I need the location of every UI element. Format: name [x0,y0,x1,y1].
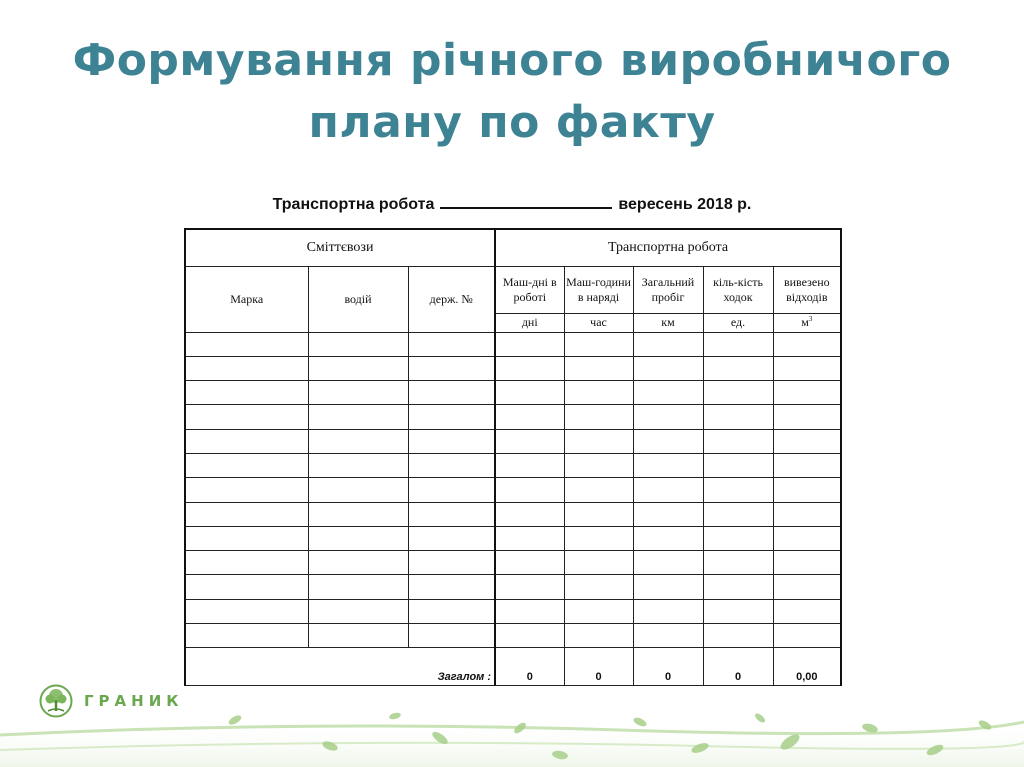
table-cell [773,526,841,550]
table-cell [495,599,564,623]
table-cell [185,453,308,477]
table-cell [308,599,408,623]
table-cell [633,405,703,429]
transport-work-table [184,228,842,686]
table-cell [185,599,308,623]
table-row [185,599,841,623]
table-cell [564,526,633,550]
total-value: 0 [703,648,773,686]
unit-trips: ед. [703,313,773,332]
table-row [185,526,841,550]
table-cell [773,624,841,648]
table-cell [703,575,773,599]
table-row [185,405,841,429]
table-cell [633,575,703,599]
table-cell [308,575,408,599]
table-cell [185,551,308,575]
table-cell [185,381,308,405]
col-header-hours: Маш-години в наряді [564,266,633,313]
table-cell [564,356,633,380]
table-cell [773,551,841,575]
table-cell [308,526,408,550]
table-cell [495,332,564,356]
group-header-garbage-trucks: Сміттєвози [185,229,495,266]
table-row [185,478,841,502]
form-heading [0,193,1024,214]
col-header-marka: Марка [185,266,308,332]
unit-m-superscript: 3 [808,315,813,323]
table-cell [703,356,773,380]
table-cell [408,526,495,550]
unit-cubic-meters [773,313,841,332]
table-cell [564,551,633,575]
table-cell [408,478,495,502]
table-cell [633,526,703,550]
table-cell [703,502,773,526]
table-cell [495,429,564,453]
table-cell [773,575,841,599]
table-cell [564,624,633,648]
table-cell [495,356,564,380]
unit-m-base: м [801,315,809,329]
table-cell [408,405,495,429]
table-cell [703,526,773,550]
table-cell [703,624,773,648]
table-cell [408,453,495,477]
table-cell [308,429,408,453]
table-cell [633,502,703,526]
table-cell [773,356,841,380]
table-cell [495,405,564,429]
slide-title-line-2: плану по факту [308,97,716,148]
col-header-waste: вивезено відходів [773,266,841,313]
unit-days: дні [495,313,564,332]
table-cell [773,599,841,623]
leaf-decoration [0,700,1024,767]
table-cell [633,429,703,453]
form-heading-left: Транспортна робота [272,196,435,213]
table-cell [185,405,308,429]
table-row [185,356,841,380]
table-cell [308,453,408,477]
group-header-transport-work: Транспортна робота [495,229,841,266]
table-cell [703,551,773,575]
table-cell [495,526,564,550]
table-cell [633,551,703,575]
table-cell [408,624,495,648]
table-cell [308,405,408,429]
totals-row [185,648,841,686]
table-cell [185,575,308,599]
table-cell [308,332,408,356]
blank-line [440,193,612,209]
table-cell [495,381,564,405]
table-row [185,332,841,356]
table-cell [564,381,633,405]
table-cell [308,478,408,502]
table-cell [773,405,841,429]
unit-hours: час [564,313,633,332]
table-cell [633,599,703,623]
table-cell [408,551,495,575]
table-cell [564,478,633,502]
table-cell [185,526,308,550]
table-cell [773,429,841,453]
table-cell [495,478,564,502]
table-cell [773,381,841,405]
col-header-plate: держ. № [408,266,495,332]
table-cell [703,599,773,623]
table-cell [185,478,308,502]
table-cell [703,478,773,502]
table-row [185,429,841,453]
table-row [185,453,841,477]
table-cell [308,502,408,526]
table-cell [703,429,773,453]
table-cell [308,381,408,405]
table-cell [185,429,308,453]
total-value: 0 [633,648,703,686]
table-cell [185,332,308,356]
table-cell [408,332,495,356]
table-cell [633,478,703,502]
table-cell [633,453,703,477]
table-cell [773,332,841,356]
table-row [185,575,841,599]
table-cell [495,624,564,648]
table-cell [408,575,495,599]
table-cell [773,478,841,502]
table-cell [308,356,408,380]
form-heading-right: вересень 2018 р. [618,196,752,213]
slide-title-line-1: Формування річного виробничого [72,35,952,86]
col-header-mileage: Загальний пробіг [633,266,703,313]
table-cell [703,381,773,405]
table-cell [703,453,773,477]
table-cell [703,332,773,356]
total-value: 0,00 [773,648,841,686]
table-cell [408,429,495,453]
table-cell [408,502,495,526]
table-cell [564,599,633,623]
table-cell [773,502,841,526]
table-cell [408,381,495,405]
table-cell [308,624,408,648]
total-value: 0 [495,648,564,686]
table-row [185,551,841,575]
table-cell [564,453,633,477]
table-cell [495,502,564,526]
table-row [185,624,841,648]
totals-label: Загалом : [185,648,495,686]
table-cell [633,381,703,405]
table-cell [564,575,633,599]
table-cell [773,453,841,477]
table-cell [185,356,308,380]
table-cell [408,356,495,380]
table-cell [185,502,308,526]
table-cell [495,575,564,599]
table-cell [703,405,773,429]
table-cell [633,624,703,648]
table-cell [633,332,703,356]
table-row [185,381,841,405]
col-header-driver: водій [308,266,408,332]
table-cell [308,551,408,575]
logo-text: ГРАНИК [84,692,184,710]
table-cell [185,624,308,648]
table-cell [495,551,564,575]
col-header-days: Маш-дні в роботі [495,266,564,313]
table-cell [564,429,633,453]
total-value: 0 [564,648,633,686]
col-header-trips: кіль-кість ходок [703,266,773,313]
table-cell [408,599,495,623]
table-cell [564,502,633,526]
table-cell [633,356,703,380]
table-cell [564,332,633,356]
slide-title [0,30,1024,154]
table-cell [495,453,564,477]
unit-km: км [633,313,703,332]
table-cell [564,405,633,429]
table-row [185,502,841,526]
